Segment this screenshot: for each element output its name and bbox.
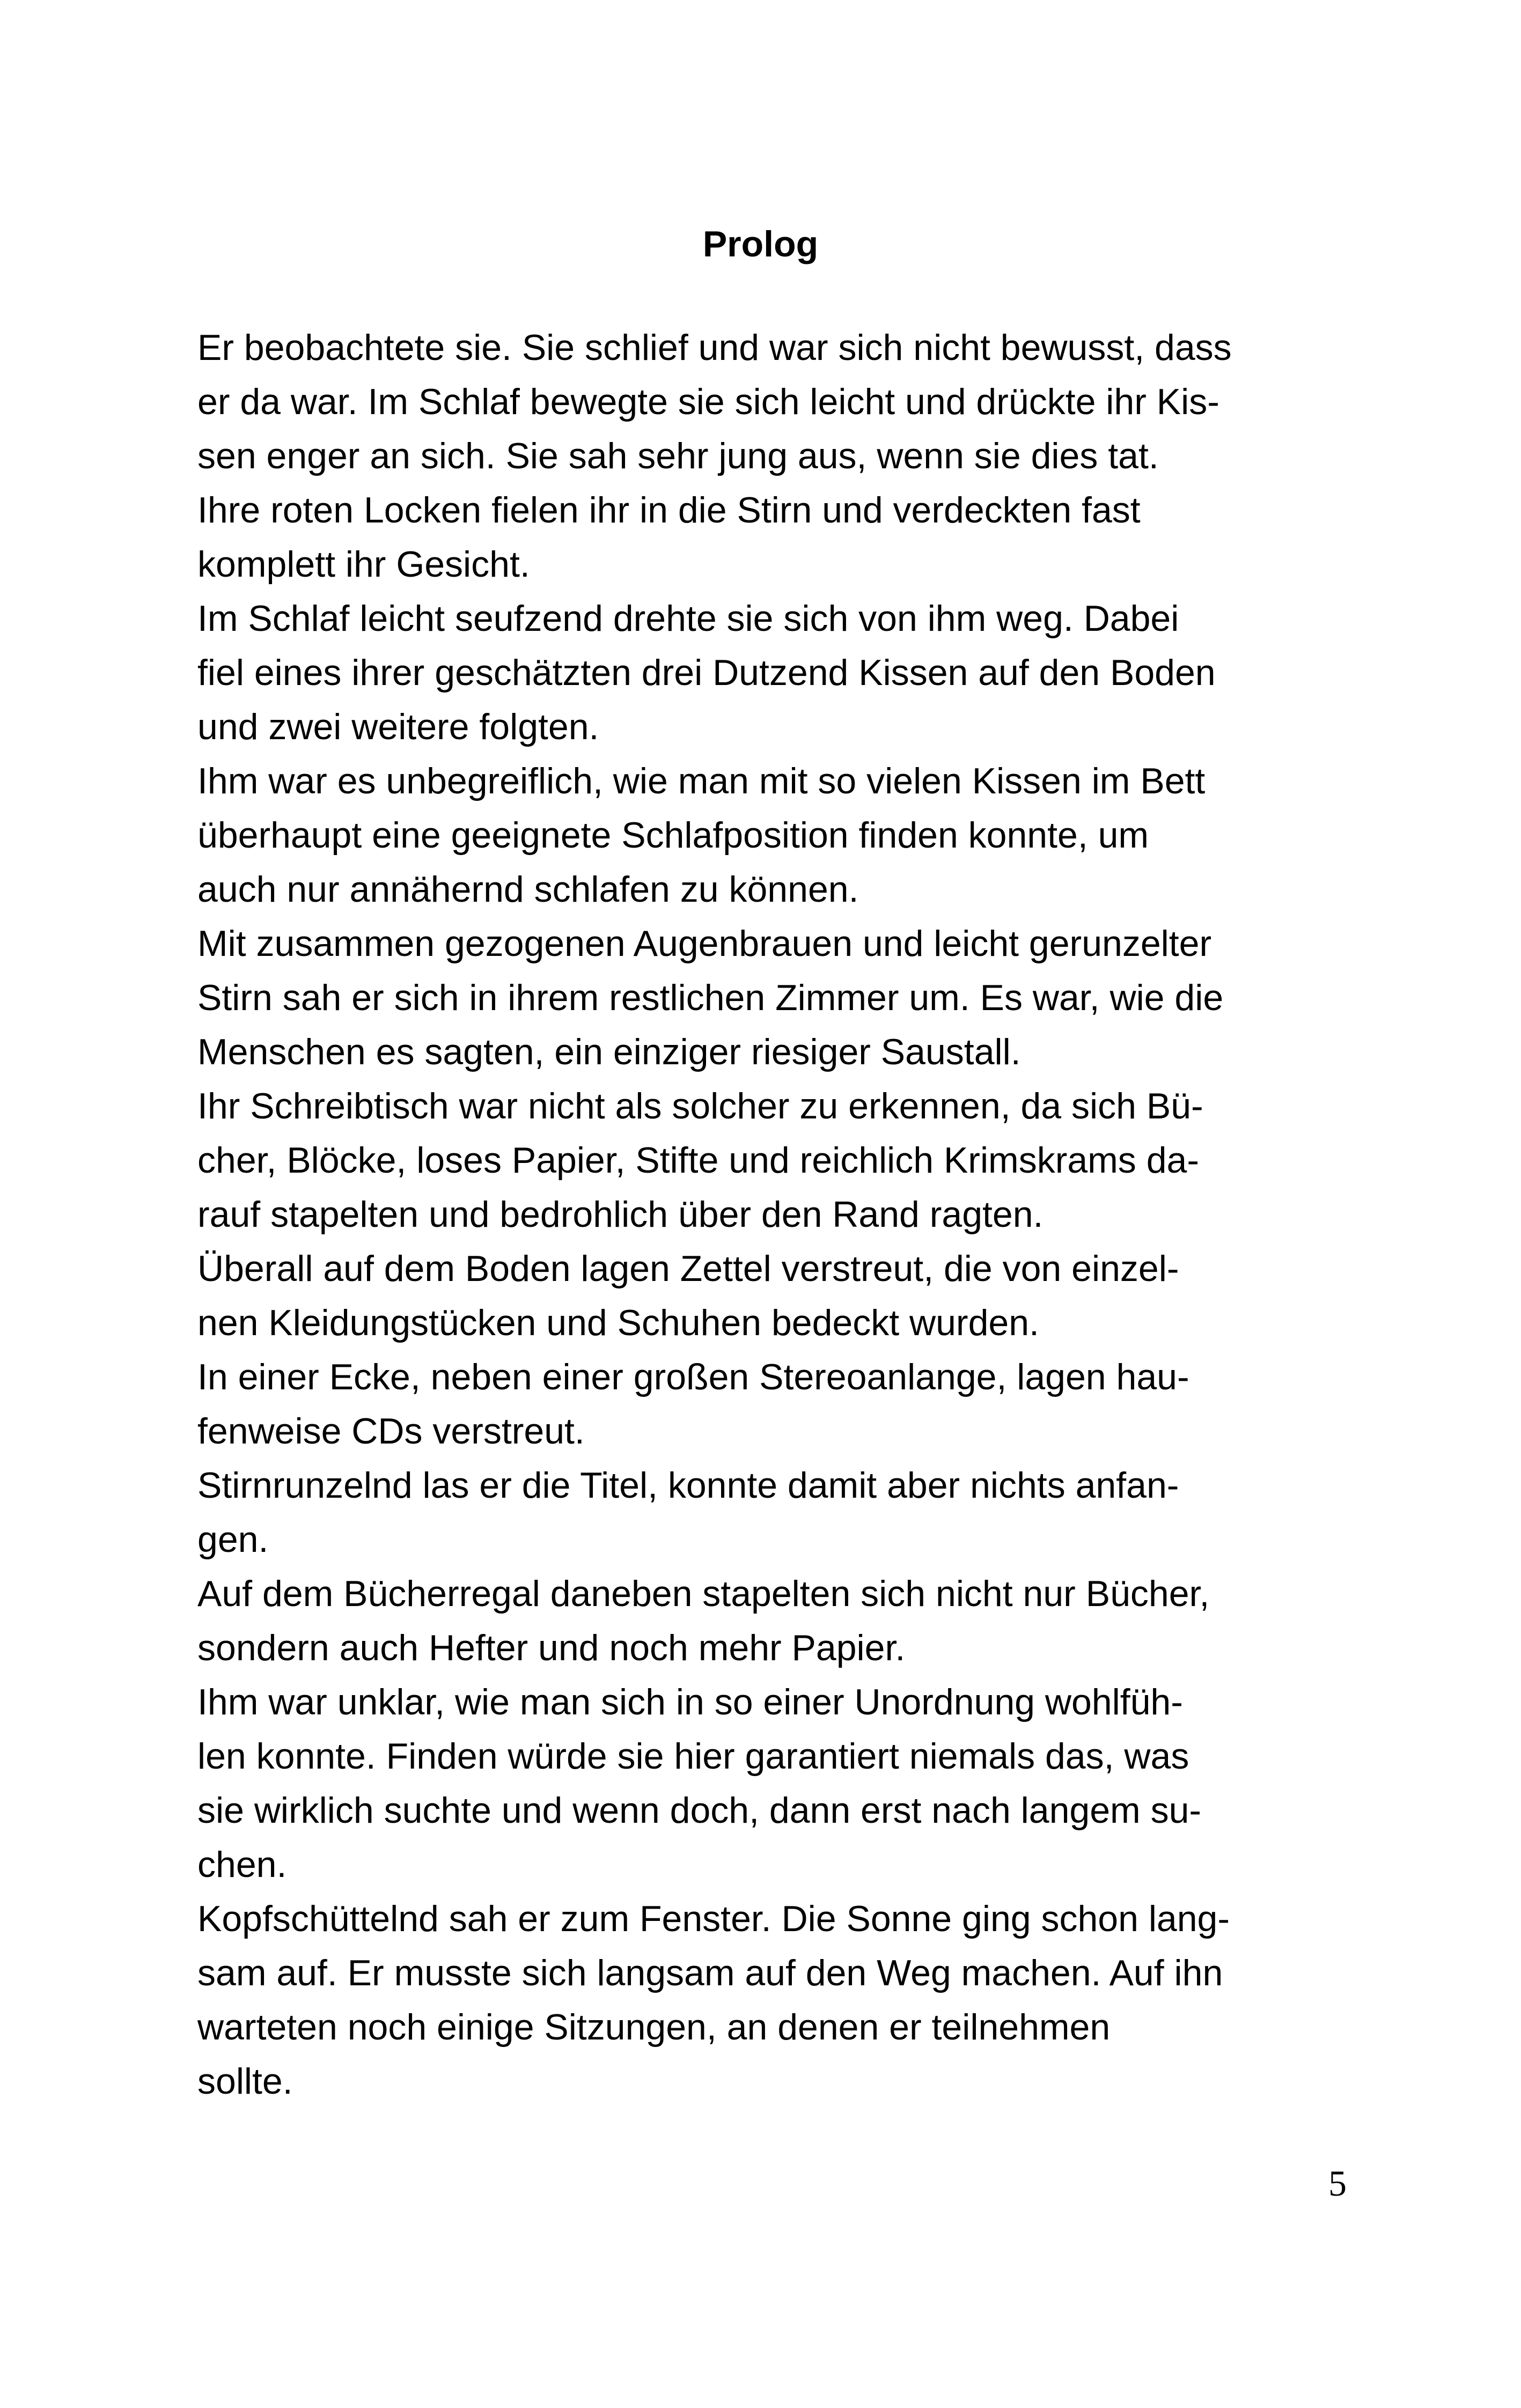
text-line: sollte. bbox=[197, 2061, 293, 2102]
text-line: In einer Ecke, neben einer großen Stereoanlange, lagen hau- bbox=[197, 1357, 1189, 1397]
text-line: warteten noch einige Sitzungen, an denen er teilnehmen bbox=[197, 2007, 1111, 2048]
prologue-body-text bbox=[197, 321, 1335, 2109]
text-line: er da war. Im Schlaf bewegte sie sich leicht und drückte ihr Kis- bbox=[197, 381, 1219, 422]
text-line: komplett ihr Gesicht. bbox=[197, 544, 530, 585]
text-line: Ihm war unklar, wie man sich in so einer Unordnung wohlfüh- bbox=[197, 1682, 1183, 1722]
text-line: Mit zusammen gezogenen Augenbrauen und leicht gerunzelter bbox=[197, 923, 1212, 964]
text-line: Ihm war es unbegreiflich, wie man mit so vielen Kissen im Bett bbox=[197, 761, 1206, 801]
text-line: gen. bbox=[197, 1519, 269, 1560]
text-line: nen Kleidungstücken und Schuhen bedeckt wurden. bbox=[197, 1302, 1039, 1343]
chapter-title: Prolog bbox=[702, 224, 819, 264]
text-line: sen enger an sich. Sie sah sehr jung aus, wenn sie dies tat. bbox=[197, 436, 1159, 476]
text-line: sam auf. Er musste sich langsam auf den Weg machen. Auf ihn bbox=[197, 1953, 1223, 1993]
text-line: sondern auch Hefter und noch mehr Papier. bbox=[197, 1628, 906, 1668]
text-line: Kopfschüttelnd sah er zum Fenster. Die Sonne ging schon lang- bbox=[197, 1898, 1230, 1939]
text-line: Stirnrunzelnd las er die Titel, konnte damit aber nichts anfan- bbox=[197, 1465, 1179, 1506]
text-line: Ihr Schreibtisch war nicht als solcher zu erkennen, da sich Bü- bbox=[197, 1086, 1203, 1126]
text-line: Er beobachtete sie. Sie schlief und war sich nicht bewusst, dass bbox=[197, 327, 1232, 368]
text-line: und zwei weitere folgten. bbox=[197, 706, 599, 747]
text-line: rauf stapelten und bedrohlich über den Rand ragten. bbox=[197, 1194, 1044, 1235]
text-line: fenweise CDs verstreut. bbox=[197, 1411, 585, 1452]
text-line: len konnte. Finden würde sie hier garantiert niemals das, was bbox=[197, 1736, 1189, 1777]
text-line: Überall auf dem Boden lagen Zettel verstreut, die von einzel- bbox=[197, 1248, 1179, 1289]
text-line: Im Schlaf leicht seufzend drehte sie sich von ihm weg. Dabei bbox=[197, 598, 1179, 639]
text-line: Menschen es sagten, ein einziger riesiger Saustall. bbox=[197, 1032, 1021, 1072]
text-line: Ihre roten Locken fielen ihr in die Stirn und verdeckten fast bbox=[197, 490, 1141, 531]
text-line: fiel eines ihrer geschätzten drei Dutzend Kissen auf den Boden bbox=[197, 652, 1216, 693]
page-number: 5 bbox=[1328, 2163, 1347, 2204]
text-line: chen. bbox=[197, 1844, 287, 1885]
text-line: Stirn sah er sich in ihrem restlichen Zimmer um. Es war, wie die bbox=[197, 977, 1224, 1018]
text-line: überhaupt eine geeignete Schlafposition finden konnte, um bbox=[197, 815, 1149, 856]
text-line: auch nur annähernd schlafen zu können. bbox=[197, 869, 859, 910]
text-line: Auf dem Bücherregal daneben stapelten sich nicht nur Bücher, bbox=[197, 1573, 1210, 1614]
text-line: sie wirklich suchte und wenn doch, dann erst nach langem su- bbox=[197, 1790, 1202, 1831]
text-line: cher, Blöcke, loses Papier, Stifte und reichlich Krimskrams da- bbox=[197, 1140, 1199, 1181]
